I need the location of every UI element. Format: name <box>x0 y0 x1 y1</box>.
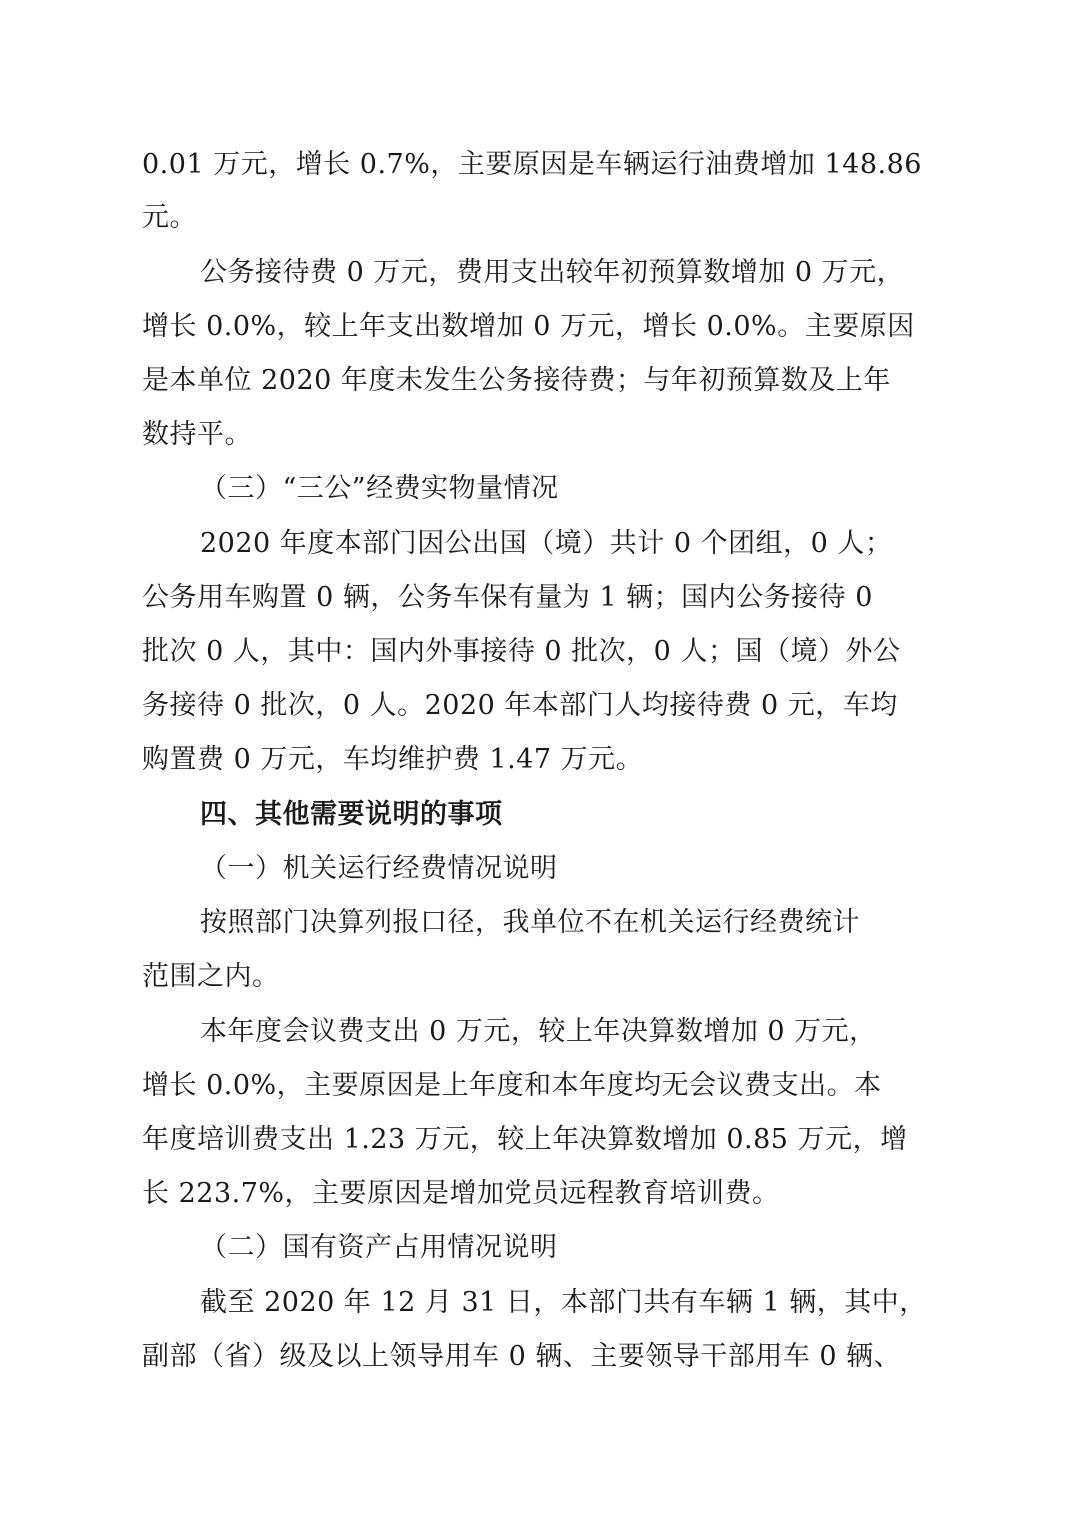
paragraph-line: 增长 0.0%，主要原因是上年度和本年度均无会议费支出。本 <box>142 1070 882 1101</box>
paragraph-line: 范围之内。 <box>142 961 280 992</box>
paragraph-line: 公务接待费 0 万元，费用支出较年初预算数增加 0 万元， <box>200 257 905 288</box>
paragraph-line: 长 223.7%，主要原因是增加党员远程教育培训费。 <box>142 1178 780 1209</box>
paragraph-line: 元。 <box>142 202 197 233</box>
paragraph-line: 按照部门决算列报口径，我单位不在机关运行经费统计 <box>200 907 860 938</box>
paragraph-line: 副部（省）级及以上领导用车 0 辆、主要领导干部用车 0 辆、 <box>142 1341 902 1372</box>
paragraph-line: 2020 年度本部门因公出国（境）共计 0 个团组，0 人； <box>200 528 893 559</box>
paragraph-line: 年度培训费支出 1.23 万元，较上年决算数增加 0.85 万元，增 <box>142 1124 908 1155</box>
paragraph-line: 购置费 0 万元，车均维护费 1.47 万元。 <box>142 744 644 775</box>
paragraph-line: 截至 2020 年 12 月 31 日，本部门共有车辆 1 辆，其中， <box>200 1287 927 1318</box>
paragraph-line: 数持平。 <box>142 419 252 450</box>
paragraph-line: 务接待 0 批次，0 人。2020 年本部门人均接待费 0 元，车均 <box>142 690 898 721</box>
paragraph-line: 批次 0 人，其中：国内外事接待 0 批次，0 人；国（境）外公 <box>142 636 901 667</box>
paragraph-line: 是本单位 2020 年度未发生公务接待费；与年初预算数及上年 <box>142 365 891 396</box>
section-heading: （三）“三公”经费实物量情况 <box>200 473 559 504</box>
paragraph-line: 增长 0.0%，较上年支出数增加 0 万元，增长 0.0%。主要原因 <box>142 311 915 342</box>
paragraph-line: 本年度会议费支出 0 万元，较上年决算数增加 0 万元， <box>200 1016 877 1047</box>
paragraph-line: 0.01 万元，增长 0.7%，主要原因是车辆运行油费增加 148.86 <box>142 149 922 180</box>
paragraph-line: 公务用车购置 0 辆，公务车保有量为 1 辆；国内公务接待 0 <box>142 582 873 613</box>
section-heading: （二）国有资产占用情况说明 <box>200 1232 558 1263</box>
section-heading: （一）机关运行经费情况说明 <box>200 853 558 884</box>
section-heading-bold: 四、其他需要说明的事项 <box>200 799 503 830</box>
